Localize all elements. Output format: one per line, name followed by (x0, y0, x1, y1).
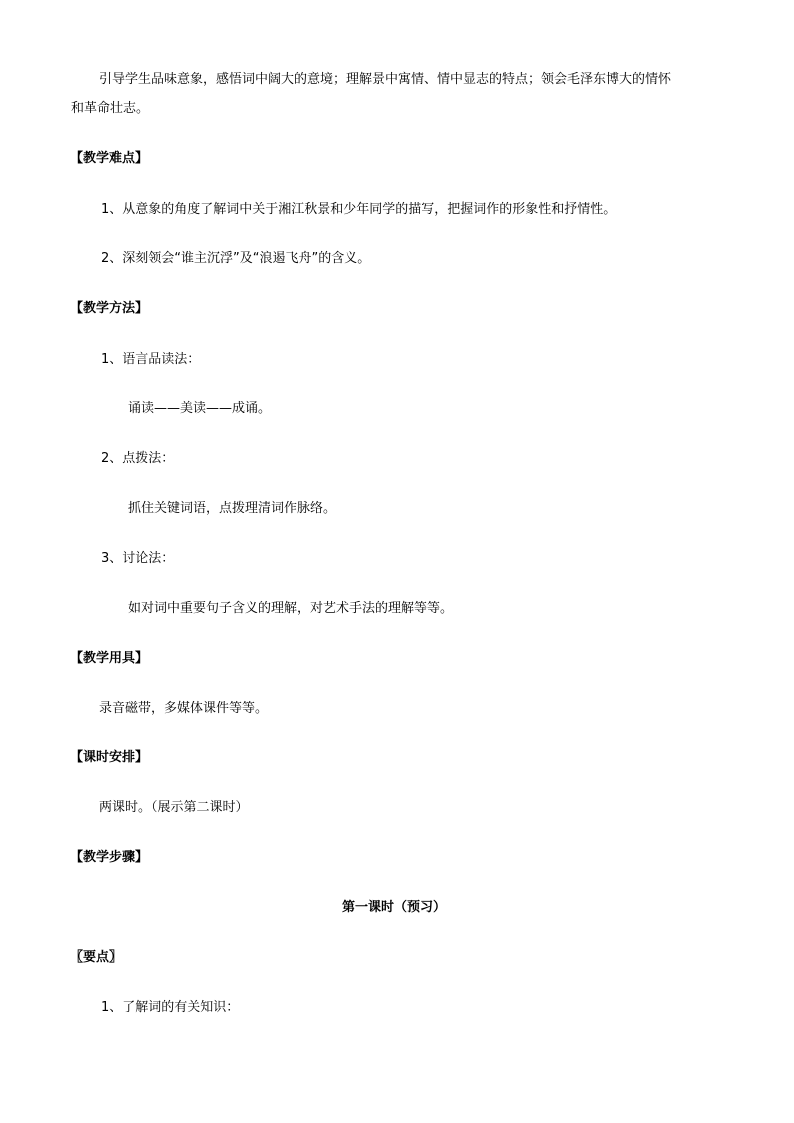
paragraph-text: 如对词中重要句子含义的理解，对艺术手法的理解等等。 (128, 601, 454, 616)
paragraph-text: 引导学生品味意象，感悟词中阔大的意境；理解景中寓情、情中显志的特点；领会毛泽东博大的情怀 (99, 72, 672, 87)
session-title: 第一课时（预习） (342, 900, 447, 915)
list-item: 3、讨论法： (101, 551, 175, 566)
paragraph-text: 诵读——美读——成诵。 (128, 401, 272, 416)
section-heading: 【教学难点】 (70, 151, 149, 166)
paragraph-text: 和革命壮志。 (71, 101, 150, 116)
subsection-heading: 〖要点〗 (70, 950, 123, 965)
section-heading: 【课时安排】 (70, 750, 149, 765)
paragraph-text: 两课时。（展示第二课时） (99, 800, 249, 815)
list-item: 2、点拨法： (101, 451, 175, 466)
list-item: 2、深刻领会“谁主沉浮”及“浪遏飞舟”的含义。 (101, 251, 371, 266)
section-heading: 【教学用具】 (70, 651, 149, 666)
paragraph-text: 录音磁带，多媒体课件等等。 (99, 701, 269, 716)
section-heading: 【教学方法】 (70, 301, 149, 316)
list-item: 1、语言品读法： (101, 352, 201, 367)
section-heading: 【教学步骤】 (70, 850, 149, 865)
paragraph-text: 抓住关键词语，点拨理清词作脉络。 (128, 501, 337, 516)
list-item: 1、了解词的有关知识： (101, 1000, 240, 1015)
list-item: 1、从意象的角度了解词中关于湘江秋景和少年同学的描写，把握词作的形象性和抒情性。 (101, 202, 617, 217)
